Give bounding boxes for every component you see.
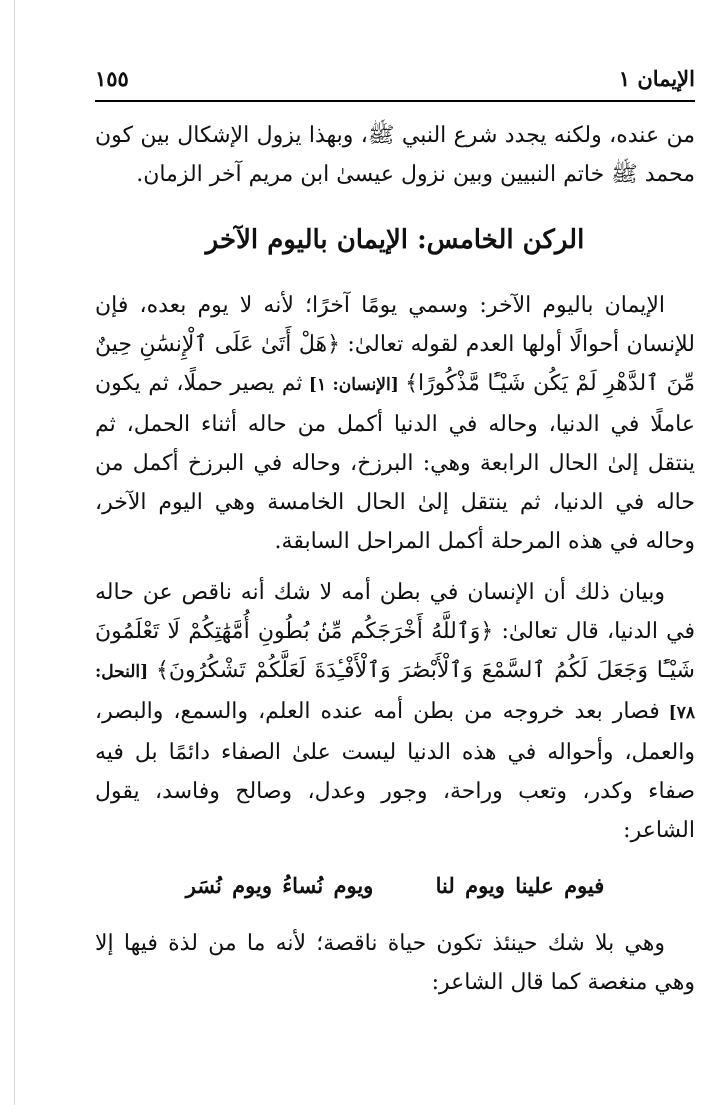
scan-edge-line bbox=[14, 0, 15, 1105]
verse-reference-insan: [الإنسان: ١] bbox=[302, 375, 406, 395]
paragraph-3 bbox=[95, 573, 695, 850]
page-header bbox=[95, 62, 695, 98]
paragraph-1: من عنده، ولكنه يجدد شرع النبي ﷺ، وبهذا يزول الإشكال بين كون محمد ﷺ خاتم النبيين وبين نزول عيسىٰ ابن مريم آخر الزمان. bbox=[95, 123, 695, 187]
header-rule bbox=[95, 100, 695, 102]
verse-first-hemistich: فيوم علينا ويوم لنا bbox=[435, 873, 605, 898]
section-heading: الركن الخامس: الإيمان باليوم الآخر bbox=[205, 225, 585, 255]
page-number: ١٥٥ bbox=[95, 66, 129, 91]
paragraph-4: وهي بلا شك حينئذ تكون حياة ناقصة؛ لأنه ما من لذة فيها إلا وهي منغصة كما قال الشاعر: bbox=[95, 931, 695, 995]
paragraph-3-text-b: فصار بعد خروجه من بطن أمه عنده العلم، والسمع، والبصر، والعمل، وأحواله في هذه الدنيا ليست علىٰ الصفاء دائمًا بل فيه صفاء وكدر، وتعب وراحة، وجور وعدل، وصالح وفاسد، يقول الشاعر: bbox=[95, 699, 695, 843]
verse-reference-nahl: [النحل: ٧٨] bbox=[95, 662, 695, 723]
page-body bbox=[95, 116, 695, 1002]
quran-verse-insan: ﴿هَلْ أَتَىٰ عَلَى ٱلْإِنسَٰنِ حِينٌ مِّنَ ٱلدَّهْرِ لَمْ يَكُن شَيْـًٔا مَّذْكُورًا﴾ bbox=[95, 332, 696, 396]
quran-verse-nahl: ﴿وَٱللَّهُ أَخْرَجَكُم مِّنۢ بُطُونِ أُمَّهَٰتِكُمْ لَا تَعْلَمُونَ شَيْـًٔا وَجَعَلَ لَكُمُ ٱلسَّمْعَ وَٱلْأَبْصَٰرَ وَٱلْأَفْـِٔدَةَ لَعَلَّكُمْ تَشْكُرُونَ﴾ bbox=[95, 619, 695, 683]
paragraph-3-text-a: وبيان ذلك أن الإنسان في بطن أمه لا شك أنه ناقص عن حاله في الدنيا، قال تعالىٰ: bbox=[95, 580, 695, 644]
paragraph-2-text-b: ثم يصير حملًا، ثم يكون عاملًا في الدنيا، وحاله في الدنيا أكمل من حاله أثناء الحمل، ثم ينتقل إلىٰ الحال الرابعة وهي: البرزخ، وحاله في البرزخ أكمل من حاله في الدنيا، ثم ينتقل إلىٰ الحال الخامسة وهي اليوم الآخر، وحاله في هذه المرحلة أكمل المراحل السابقة. bbox=[95, 371, 695, 554]
poetry-verse bbox=[95, 866, 695, 906]
running-title: الإيمان ١ bbox=[618, 66, 695, 91]
paragraph-2-text-a: الإيمان باليوم الآخر: وسمي يومًا آخرًا؛ لأنه لا يوم بعده، فإن للإنسان أحوالًا أولها العدم لقوله تعالىٰ: bbox=[95, 293, 695, 357]
verse-second-hemistich: ويوم نُساءُ ويوم نُسَر bbox=[185, 873, 374, 898]
paragraph-2 bbox=[95, 286, 695, 561]
